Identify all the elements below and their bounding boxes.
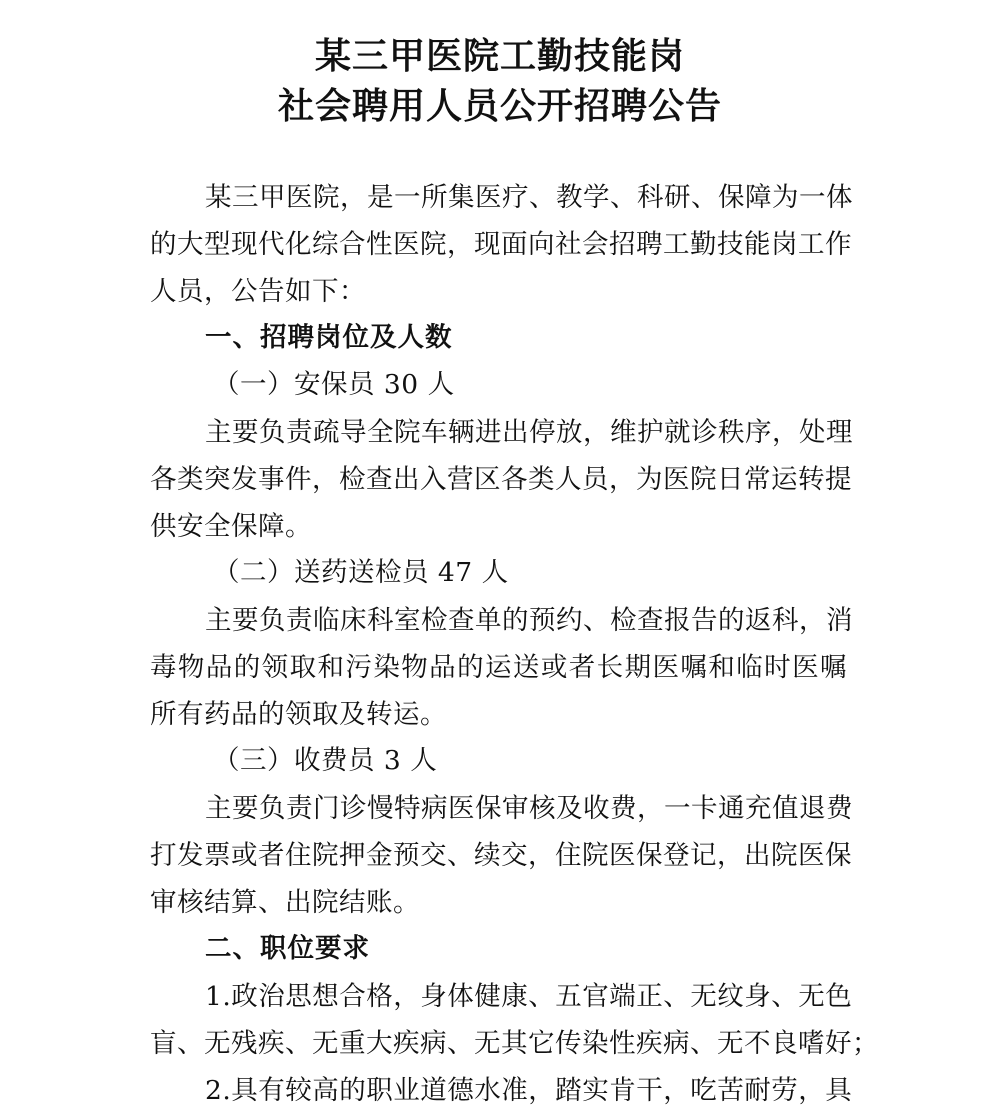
- section-heading-requirements: 二、职位要求: [205, 933, 370, 964]
- position-title: （一）安保员 30 人: [213, 369, 455, 400]
- requirement-line: 1.政治思想合格，身体健康、五官端正、无纹身、无色: [205, 981, 853, 1012]
- document-title-line-2: 社会聘用人员公开招聘公告: [277, 85, 722, 127]
- intro-paragraph-line: 人员，公告如下：: [150, 276, 366, 307]
- position-description-line: 毒物品的领取和污染物品的运送或者长期医嘱和临时医嘱: [150, 652, 847, 683]
- position-title: （二）送药送检员 47 人: [213, 557, 509, 588]
- position-description-line: 供安全保障。: [150, 511, 312, 542]
- position-description-line: 打发票或者住院押金预交、续交，住院医保登记，出院医保: [150, 840, 852, 871]
- position-description-line: 主要负责疏导全院车辆进出停放，维护就诊秩序，处理: [205, 417, 853, 448]
- document-title-line-1: 某三甲医院工勤技能岗: [314, 35, 685, 77]
- position-description-line: 主要负责门诊慢特病医保审核及收费，一卡通充值退费: [205, 793, 853, 824]
- position-description-line: 所有药品的领取及转运。: [150, 699, 447, 730]
- position-description-line: 主要负责临床科室检查单的预约、检查报告的返科，消: [205, 605, 853, 636]
- position-description-line: 审核结算、出院结账。: [150, 887, 420, 918]
- intro-paragraph-line: 的大型现代化综合性医院，现面向社会招聘工勤技能岗工作: [150, 229, 852, 260]
- requirement-line: 盲、无残疾、无重大疾病、无其它传染性疾病、无不良嗜好；: [150, 1028, 879, 1059]
- position-title: （三）收费员 3 人: [213, 745, 438, 776]
- section-heading-positions: 一、招聘岗位及人数: [205, 322, 453, 353]
- requirement-line: 2.具有较高的职业道德水准，踏实肯干，吃苦耐劳，具: [205, 1075, 853, 1106]
- intro-paragraph-line: 某三甲医院，是一所集医疗、教学、科研、保障为一体: [205, 182, 853, 213]
- position-description-line: 各类突发事件，检查出入营区各类人员，为医院日常运转提: [150, 464, 852, 495]
